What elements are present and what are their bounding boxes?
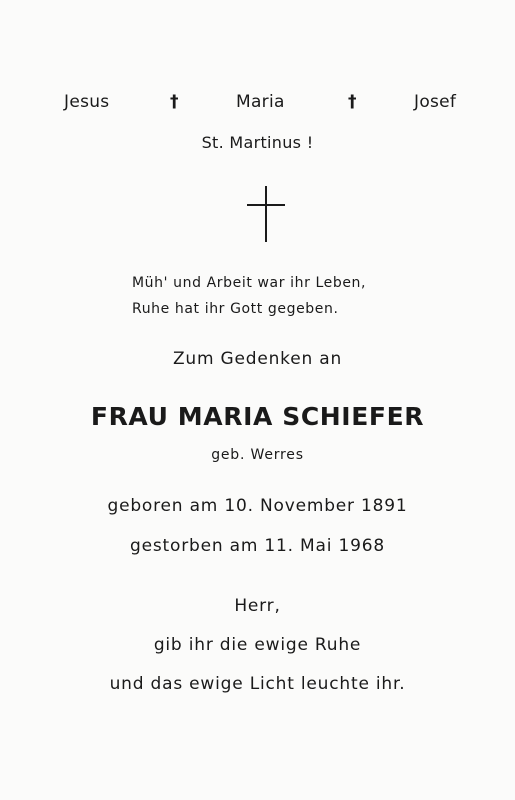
verse-line-1: Müh' und Arbeit war ihr Leben, (132, 275, 367, 291)
death-date: gestorben am 11. Mai 1968 (130, 536, 385, 556)
cross-icon (247, 186, 285, 242)
birth-date: geboren am 10. November 1891 (107, 496, 408, 516)
patron-saint: St. Martinus ! (201, 133, 314, 152)
small-cross-icon: † (348, 92, 357, 112)
small-cross-icon: † (170, 92, 179, 112)
invocation-maria: Maria (236, 92, 285, 112)
prayer-line-2: gib ihr die ewige Ruhe (153, 635, 362, 655)
verse-line-2: Ruhe hat ihr Gott gegeben. (132, 301, 339, 317)
deceased-name: FRAU MARIA SCHIEFER (90, 402, 425, 431)
memorial-intro: Zum Gedenken an (172, 349, 343, 369)
invocation-jesus: Jesus (64, 92, 110, 112)
invocation-josef: Josef (414, 92, 457, 112)
maiden-name: geb. Werres (211, 447, 304, 463)
prayer-line-1: Herr, (234, 596, 281, 616)
prayer-line-3: und das ewige Licht leuchte ihr. (109, 674, 406, 694)
